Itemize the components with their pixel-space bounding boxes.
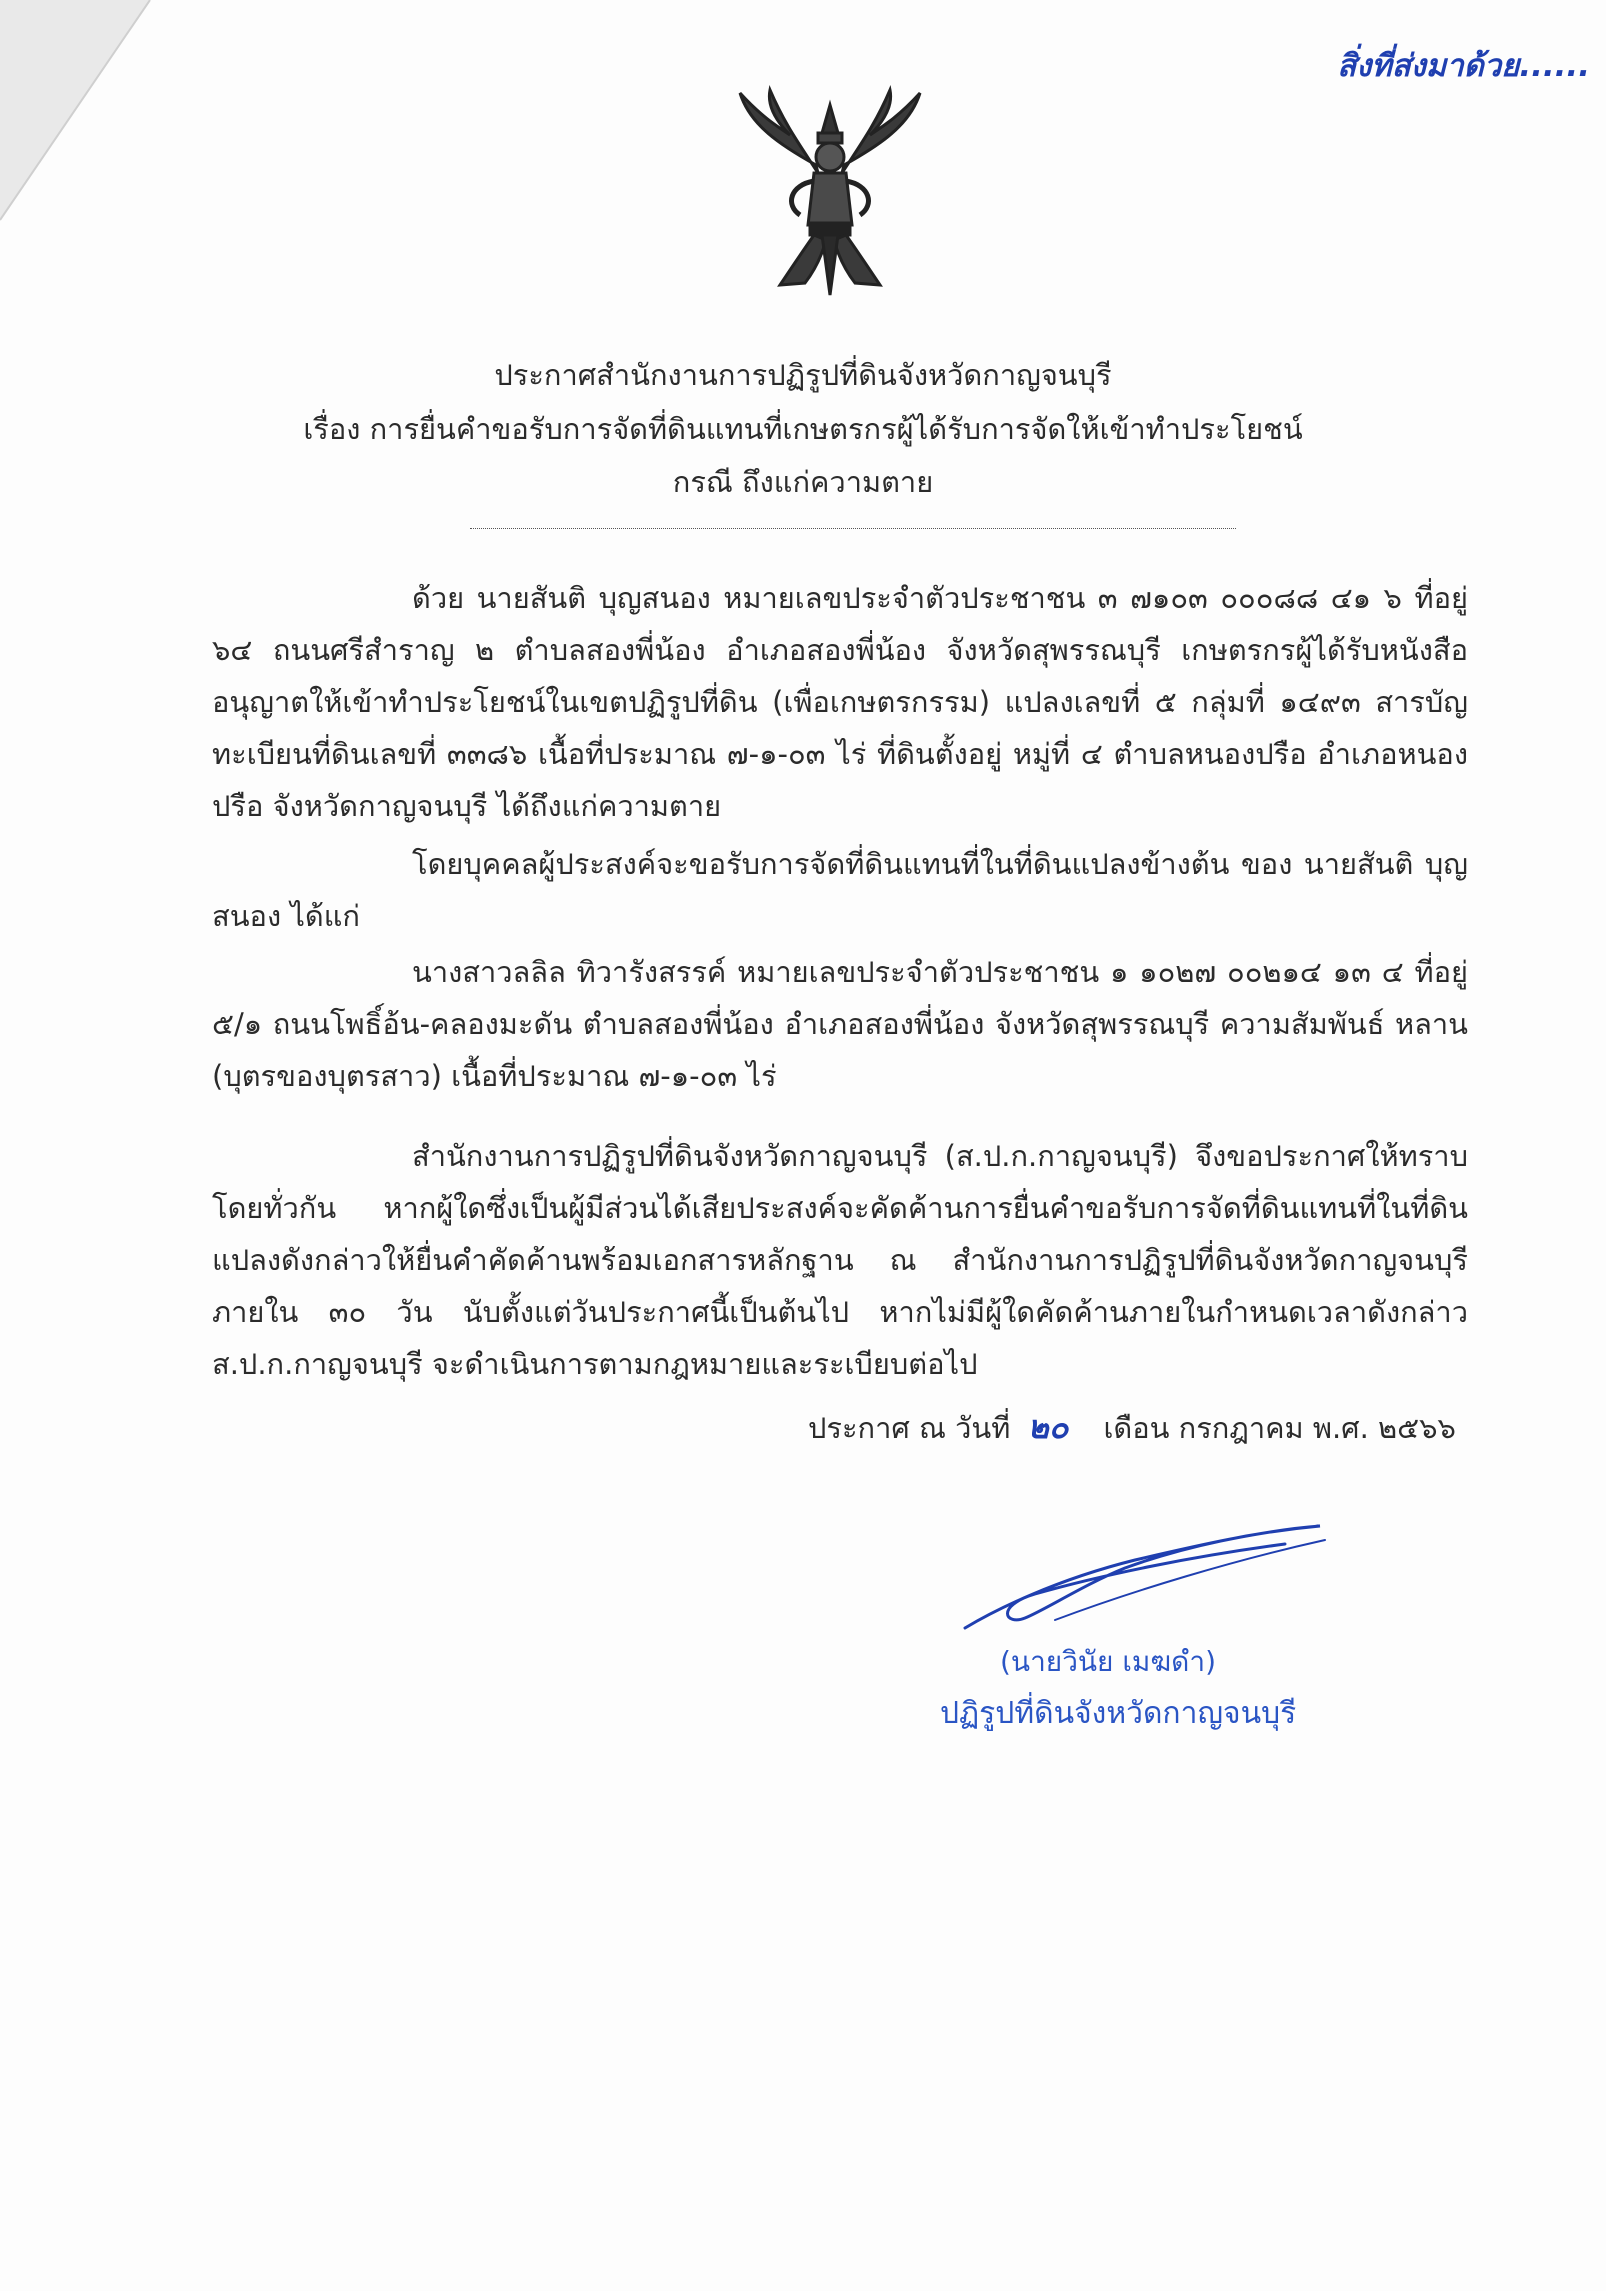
handwritten-signature <box>935 1510 1335 1650</box>
announcement-subject: เรื่อง การยื่นคำขอรับการจัดที่ดินแทนที่เกษตรกรผู้ได้รับการจัดให้เข้าทำประโยชน์ <box>303 412 1303 446</box>
announcement-date <box>808 1402 1456 1453</box>
announcement-date-month-year: เดือน กรกฎาคม พ.ศ. ๒๕๖๖ <box>1103 1411 1456 1445</box>
signer-name: (นายวินัย เมฆดำ) <box>1000 1645 1217 1678</box>
garuda-emblem-icon <box>730 85 930 305</box>
announcement-date-prefix: ประกาศ ณ วันที่ <box>808 1411 1011 1445</box>
signer-title: ปฏิรูปที่ดินจังหวัดกาญจนบุรี <box>940 1696 1297 1731</box>
enclosure-note: สิ่งที่ส่งมาด้วย...... <box>1337 48 1590 84</box>
announcement-case: กรณี ถึงแก่ความตาย <box>672 465 934 499</box>
announcement-date-day: ๒๐ <box>1027 1408 1069 1446</box>
page-corner-fold <box>0 0 190 230</box>
body-paragraph-notice: สำนักงานการปฏิรูปที่ดินจังหวัดกาญจนบุรี (ส.ป.ก.กาญจนบุรี) จึงขอประกาศให้ทราบโดยทั่วกัน หากผู้ใดซึ่งเป็นผู้มีส่วนได้เสียประสงค์จะคัดค้านการยื่นคำขอรับการจัดที่ดินแทนที่ในที่ดิน แปลงดังกล่าวให้ยื่นคำคัดค้านพร้อมเอกสารหลักฐาน ณ สำนักงานการปฏิรูปที่ดินจังหวัดกาญจนบุรี ภายใน ๓๐ วัน นับตั้งแต่วันประกาศนี้เป็นต้นไป หากไม่มีผู้ใดคัดค้านภายในกำหนดเวลาดังกล่าว ส.ป.ก.กาญจนบุรี จะดำเนินการตามกฎหมายและระเบียบต่อไป <box>212 1139 1468 1381</box>
body-paragraph-deceased: ด้วย นายสันติ บุญสนอง หมายเลขประจำตัวประชาชน ๓ ๗๑๐๓ ๐๐๐๘๘ ๔๑ ๖ ที่อยู่ ๖๔ ถนนศรีสำราญ ๒ ตำบลสองพี่น้อง อำเภอสองพี่น้อง จังหวัดสุพรรณบุรี เกษตรกรผู้ได้รับหนังสืออนุญาตให้เข้าทำประโยชน์ในเขตปฏิรูปที่ดิน (เพื่อเกษตรกรรม) แปลงเลขที่ ๕ กลุ่มที่ ๑๔๙๓ สารบัญทะเบียนที่ดินเลขที่ ๓๓๘๖ เนื้อที่ประมาณ ๗-๑-๐๓ ไร่ ที่ดินตั้งอยู่ หมู่ที่ ๔ ตำบลหนองปรือ อำเภอหนองปรือ จังหวัดกาญจนบุรี ได้ถึงแก่ความตาย <box>212 581 1468 823</box>
body-paragraph-applicant-intro: โดยบุคคลผู้ประสงค์จะขอรับการจัดที่ดินแทนที่ในที่ดินแปลงข้างต้น ของ นายสันติ บุญสนอง ได้แก่ <box>212 847 1468 933</box>
heading-divider <box>470 528 1236 529</box>
announcement-title: ประกาศสำนักงานการปฏิรูปที่ดินจังหวัดกาญจนบุรี <box>494 358 1112 392</box>
body-paragraph-applicant: นางสาวลลิล ทิวารังสรรค์ หมายเลขประจำตัวประชาชน ๑ ๑๐๒๗ ๐๐๒๑๔ ๑๓ ๔ ที่อยู่ ๕/๑ ถนนโพธิ์อ้น-คลองมะดัน ตำบลสองพี่น้อง อำเภอสองพี่น้อง จังหวัดสุพรรณบุรี ความสัมพันธ์ หลาน (บุตรของบุตรสาว) เนื้อที่ประมาณ ๗-๑-๐๓ ไร่ <box>212 955 1468 1093</box>
